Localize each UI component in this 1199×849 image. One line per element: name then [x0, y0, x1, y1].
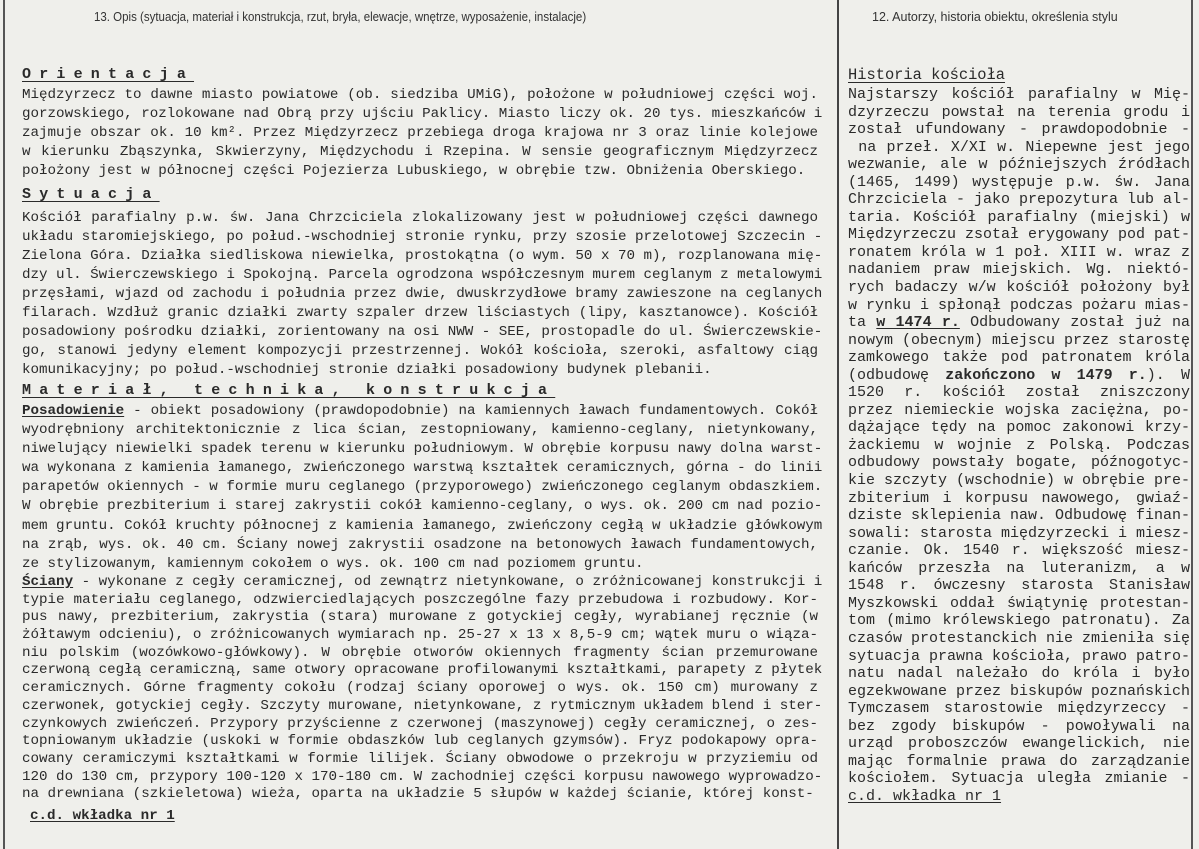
text-segment: dziste sklepienia naw. Odbudowę finan- [848, 507, 1191, 525]
text-line [22, 228, 823, 247]
text-segment: wyodrębniony architektonicznie z lica ścian, zestopniowany, kamienno-ceglany, nietynkowany, [22, 422, 818, 439]
text-segment: (odbudowę [848, 366, 946, 384]
text-line [22, 459, 823, 478]
column-divider [837, 0, 839, 849]
text-segment: bez zgody biskupów - powoływali na [848, 717, 1190, 735]
continued-note-right: c.d. wkładka nr 1 [848, 787, 1002, 805]
text-segment: w rynku i spłonął podczas pożaru mias- [848, 296, 1191, 314]
text-segment: gorzowskiego, rozlokowane nad Obrą przy ujściu Paklicy. Miasto liczy ok. 20 tys. mieszkańców i [22, 106, 823, 123]
text-line [22, 143, 818, 162]
text-segment: kie szczyty (wschodnie) w obrębie pre- [848, 472, 1191, 490]
text-segment: Tymczasem starostowie międzyrzeccy - [848, 700, 1190, 718]
text-line [848, 630, 1190, 648]
text-segment: 120 do 130 cm, przypory 100-120 x 170-180 cm. W zachodniej części korpusu nawowego wyprowadzo- [22, 768, 823, 785]
text-line [848, 612, 1190, 630]
text-line [22, 662, 823, 680]
text-segment: sytuacja prawna kościoła, prawo patro- [848, 647, 1191, 665]
text-line [22, 592, 818, 610]
text-line [848, 367, 1190, 385]
text-line [22, 555, 818, 574]
text-line [848, 244, 1190, 262]
text-segment: ceramicznych. Górne fragmenty cokołu (rodzaj ściany oporowej o wys. ok. 150 cm) murowany z [22, 680, 818, 697]
text-segment: cowany ceramiczymi kształtkami w formie lilijek. Ściany obwodowe o przekroju w przyziemiu od [22, 750, 818, 767]
text-line [848, 121, 1190, 139]
text-line [22, 304, 818, 323]
text-segment: taria. Kościół parafialny (miejski) w [848, 208, 1190, 226]
text-segment: nadaniem praw miejskich. Wg. niektó- [848, 261, 1190, 279]
text-segment: Najstarszy kościół parafialny w Mię- [848, 86, 1190, 103]
emphasized-text: w 1474 r. [876, 314, 960, 332]
text-segment: dążające tędy na pomoc zakonowi krzy- [848, 419, 1190, 437]
heading-material: Materiał, technika, konstrukcja [22, 382, 556, 399]
text-line [848, 437, 1190, 455]
text-line [848, 261, 1190, 279]
text-segment: (1465, 1499) występuje p.w. św. Jana [848, 173, 1190, 191]
text-line [22, 497, 823, 516]
text-segment: czasów protestanckich nie zmieniła się [848, 629, 1191, 647]
text-line [848, 490, 1190, 508]
text-line [848, 86, 1190, 104]
text-line [848, 770, 1190, 788]
text-line [848, 683, 1190, 701]
text-segment: nowym (obecnym) miejscu przez starostę [848, 331, 1191, 349]
text-line [22, 323, 823, 342]
text-line [22, 209, 818, 228]
text-segment: kańców przeszła na luteranizm, a w [848, 559, 1190, 577]
text-segment: posadowiony pośrodku działki, zorientowany na osi NWW - SEE, prostopadle do ul. Świerczewskie- [22, 324, 823, 340]
text-segment: Międzyrzeczu zsotał erygowany pod pat- [848, 226, 1191, 244]
text-line [848, 314, 1190, 332]
text-segment: W obrębie prezbiterium i starej zakrystii cokół kamienno-ceglany, o wys. ok. 200 cm nad pozio- [22, 498, 823, 515]
text-segment: tom (mimo królewskiego patronatu). Za [848, 612, 1190, 630]
text-line [848, 384, 1190, 402]
text-line [848, 139, 1190, 157]
text-segment: mem gruntu. Cokół kruchty północnej z kamienia łamanego, zwieńczony cegłą w układzie główkowym [22, 517, 823, 534]
text-segment: filarach. Wzdłuż granic działki zwarty szpaler drzew liściastych (lipy, kasztanowce). Kościół [22, 305, 818, 321]
text-line [22, 786, 818, 804]
text-segment: czynkowych zwieńczeń. Przypory przyścienne z czerwonej (maszynowej) cegły ceramicznej, o zes- [22, 715, 818, 732]
left-column-header: 13. Opis (sytuacja, materiał i konstrukcja, rzut, bryła, elewacje, wnętrze, wyposażenie, instalacje) [94, 10, 587, 24]
text-segment: niu polskim (wozówkowo-główkowy). W obrębie otworów okiennych fragmenty ścian przemurowane [22, 644, 818, 661]
text-line [848, 595, 1190, 613]
text-line [848, 525, 1190, 543]
text-segment: dzyrzeczu powstał na terenia grodu i [848, 103, 1190, 121]
text-line [848, 402, 1190, 420]
text-segment: czerwonek, gotyckiej cegły. Szczyty murowane, nietynkowane, z rytmicznym układem blend i ster- [22, 697, 823, 714]
text-segment: natu nadal należało do króla i było [848, 665, 1190, 683]
paragraph-orientacja [22, 86, 823, 181]
text-segment: go, stanowi jedyny element kompozycji przestrzennej. Wokół kościoła, szeroki, asfaltowy ciąg [22, 343, 818, 359]
text-line [22, 536, 818, 555]
text-line [22, 697, 823, 716]
heading-orientacja: Orientacja [22, 66, 195, 83]
text-line [848, 577, 1190, 595]
text-segment: wa wykonana z kamienia łamanego, zwieńczonego warstwą kształtek ceramicznych, górna - do linii [22, 460, 823, 477]
text-segment: na drewniana (szkieletowa) wieża, oparta na układzie 5 słupów w każdej ścianie, której konst- [22, 786, 814, 803]
text-line [848, 349, 1190, 367]
text-segment: przęsłami, wjazd od zachodu i południa przez dwie, dwuskrzydłowe bramy zawieszone na ceglanych [22, 286, 823, 302]
text-line [848, 718, 1190, 736]
right-column-header: 12. Autorzy, historia obiektu, określenia stylu [872, 10, 1118, 24]
text-line [848, 542, 1190, 560]
text-segment: sowali: starosta międzyrzecki i miesz- [848, 524, 1191, 542]
text-line [22, 421, 818, 440]
paragraph-label: Ściany [22, 574, 74, 590]
heading-historia: Historia kościoła [848, 66, 1006, 84]
text-line [22, 645, 818, 663]
text-line [22, 517, 823, 536]
text-line [848, 472, 1190, 490]
text-line [848, 297, 1190, 315]
text-line [848, 700, 1190, 718]
text-line [848, 648, 1190, 666]
text-line [22, 768, 823, 787]
text-segment: Myszkowski oddał świątynię protestan- [848, 594, 1190, 612]
text-segment: niwelujący niewielki spadek terenu w kierunku południowym. W obrębie korpusu nawy dolna warst- [22, 441, 823, 458]
text-segment: na zrąb, wys. ok. 40 cm. Ściany nowej zakrystii osadzone na betonowych ławach fundamentowych, [22, 536, 818, 553]
text-line [22, 574, 823, 592]
text-segment: egzekwowane przez biskupów poznańskich [848, 682, 1191, 700]
text-line [22, 609, 818, 627]
text-line [22, 716, 818, 734]
text-segment: wezwanie, ale w późniejszych źródłach [848, 156, 1190, 174]
text-segment: w kierunku Zbąszynka, Skwierzyny, Międzychodu i Rzepina. W sensie geograficznym Międzyrzecz [22, 144, 818, 161]
text-segment: Zielona Góra. Działka siedliskowa niewielka, prostokątna (o wym. 50 x 70 m), rozplanowana mię- [22, 248, 823, 264]
text-segment: Odbudowany został już na [959, 314, 1190, 332]
text-line [22, 733, 818, 751]
text-line [22, 124, 818, 143]
text-segment: mając formalnie prawa do zarządzanie [848, 752, 1190, 770]
text-line [22, 162, 818, 181]
text-segment: Kościół parafialny p.w. św. Jana Chrzciciela zlokalizowany jest w południowej części dawnego [22, 210, 818, 226]
text-line [22, 266, 823, 285]
text-line [22, 86, 818, 105]
text-segment: żackiemu w wojnie z Polską. Podczas [848, 436, 1190, 454]
text-segment: przez niemieckie wojska zaciężna, po- [848, 401, 1190, 419]
text-segment: ze stylizowanym, kamiennym cokołem o wys. ok. 100 cm nad poziomem gruntu. [22, 555, 644, 572]
text-segment: pus nawy, prezbiterium, zakrystia (stara) murowane z gotyckiej cegły, wyrabianej ręcznie (w [22, 609, 818, 626]
text-segment: rych badaczy w/w kościół położony był [848, 279, 1190, 297]
text-segment: Międzyrzecz to dawne miasto powiatowe (ob. siedziba UMiG), położone w południowej części woj. [22, 87, 818, 103]
text-segment: żółtawym odcieniu), o zróżnicowanych wymiarach np. 25-27 x 13 x 8,5-9 cm; wątek muru o wiąza- [22, 627, 818, 644]
text-segment: 1520 r. kościół został zniszczony [848, 384, 1190, 402]
text-segment: zajmuje obszar ok. 10 km². Przez Międzyrzecz przebiega droga krajowa nr 3 oraz linie kolejowe [22, 125, 818, 142]
text-line [848, 507, 1190, 525]
text-segment: parapetów okiennych - w formie muru ceglanego (przyporowego) zwieńczonego ceglanym obdaszkiem. [22, 479, 823, 496]
text-segment: - wykonane z cegły ceramicznej, od zewnątrz nietynkowane, o zróżnicowanej konstrukcji i [73, 574, 823, 590]
text-line [848, 174, 1190, 192]
text-segment: na przeł. X/XI w. Niepewne jest jego [848, 138, 1190, 156]
text-segment: Chrzciciela - jako prepozytura lub al- [848, 191, 1191, 209]
text-line [848, 665, 1190, 683]
text-line [22, 342, 818, 361]
text-segment: położony jest w północnej części Pojezierza Lubuskiego, w obrębie tzw. Obniżenia Oberskiego. [22, 163, 806, 180]
text-segment: topniowanym układzie (uskoki w formie obdaszków lub ceglanych gzymsów). Fryz podokapowy opra- [22, 733, 818, 750]
text-segment: - obiekt posadowiony (prawdopodobnie) na kamiennych ławach fundamentowych. Cokół [124, 403, 818, 419]
text-line [848, 191, 1190, 209]
text-line [848, 156, 1190, 174]
text-line [848, 226, 1190, 244]
text-line [848, 454, 1190, 472]
text-line [848, 279, 1190, 297]
text-line [848, 332, 1190, 350]
paragraph-label: Posadowienie [22, 403, 125, 419]
text-segment: odbudowy powstały bogate, późnogotyc- [848, 454, 1190, 472]
text-segment: urząd proboszczów ewangelickich, nie [848, 735, 1190, 753]
text-line [22, 440, 823, 459]
paragraph-sytuacja [22, 209, 823, 380]
continued-note-left: c.d. wkładka nr 1 [30, 808, 175, 824]
text-line [22, 247, 823, 266]
text-segment: typie materiału ceglanego, odzwierciedlających poszczególne fazy przebudowa i rozbudowy. Kor- [22, 591, 818, 608]
text-segment: ta [848, 314, 877, 332]
text-line [848, 104, 1190, 122]
text-segment: zamkowego także pod patronatem króla [848, 349, 1190, 367]
text-segment: zbiterium i korpusu nawowego, gwiaź- [848, 489, 1190, 507]
text-line [22, 751, 818, 769]
text-line [22, 105, 823, 124]
paragraph-sciany [22, 574, 823, 804]
text-segment: czerwoną cegłą ceramiczną, same otwory opracowane profilowanymi kształtkami, parapety z płytek [22, 662, 823, 679]
text-line [22, 402, 818, 421]
text-line [848, 209, 1190, 227]
text-line [22, 627, 818, 645]
emphasized-text: zakończono w 1479 r. [945, 366, 1147, 384]
text-line [848, 735, 1190, 753]
text-line [22, 680, 818, 698]
text-line [848, 753, 1190, 771]
text-segment: dzy ul. Świerczewskiego i Spokojną. Parcela ogrodzona współczesnym murem ceglanym z metalowymi [22, 267, 823, 283]
text-segment: ). W [1146, 366, 1190, 384]
text-segment: ronatem króla w 1 poł. XIII w. wraz z [848, 243, 1190, 261]
text-segment: został ufundowany - prawdopodobnie - [848, 121, 1190, 139]
text-segment: układu staromiejskiego, po połud.-wschodniej stronie rynku, przy szosie przelotowej Szczecin - [22, 229, 823, 245]
paragraph-historia [848, 86, 1190, 805]
heading-sytuacja: Sytuacja [22, 186, 160, 203]
text-line [22, 285, 823, 304]
text-line [22, 478, 823, 497]
text-segment: czanie. Ok. 1540 r. większość miesz- [848, 542, 1190, 560]
text-line [848, 560, 1190, 578]
text-line [848, 419, 1190, 437]
text-segment: kościołem. Sytuacja uległa zmianie - [848, 770, 1190, 788]
paragraph-posadowienie [22, 402, 823, 574]
text-segment: 1548 r. ówczesny starosta Stanisław [848, 577, 1190, 595]
text-segment: komunikacyjny; po połud.-wschodniej stronie działki posadowiony budynek plebanii. [22, 362, 712, 378]
text-line [22, 361, 818, 380]
